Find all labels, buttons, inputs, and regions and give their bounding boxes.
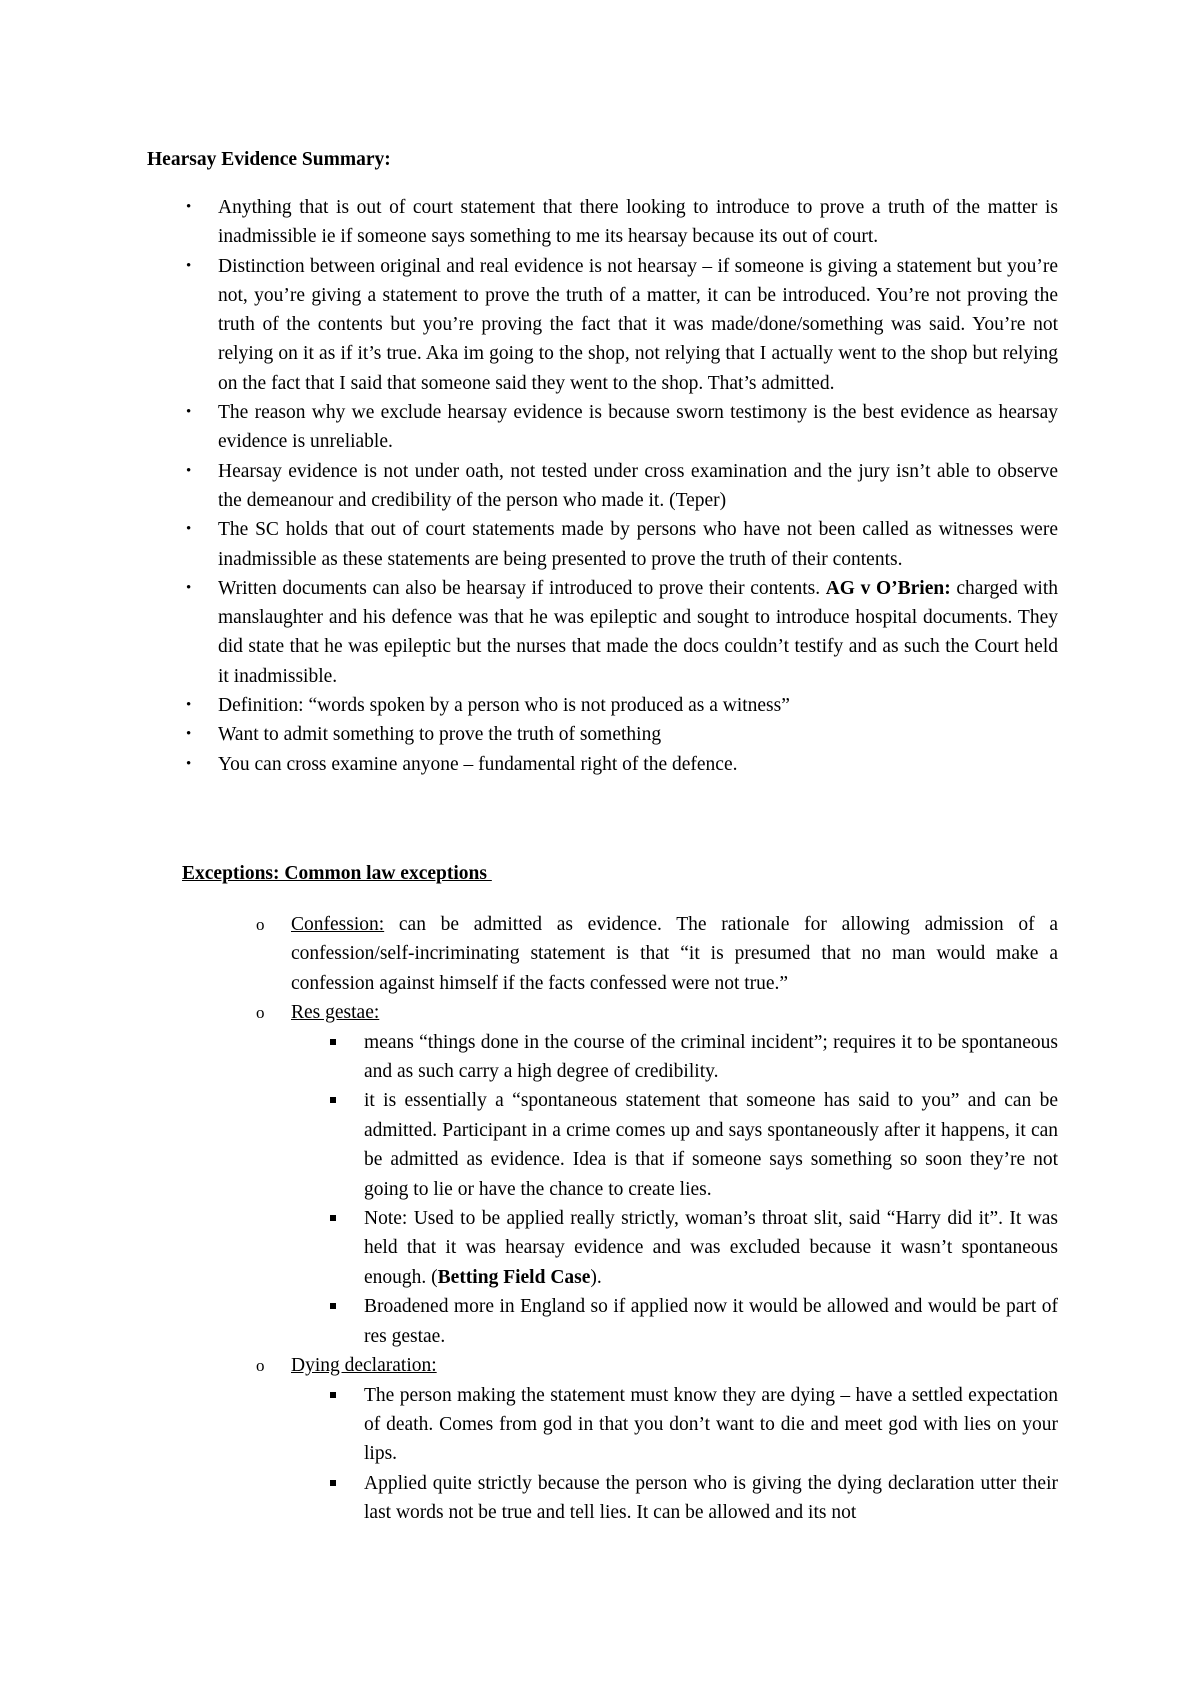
circle-marker: o <box>256 1003 265 1023</box>
bullet-marker: • <box>186 257 192 274</box>
sub-bullet-item <box>364 1292 1058 1351</box>
exception-label: Res gestae: <box>291 1002 380 1024</box>
exception-text: can be admitted as evidence. The rationale for allowing admission of a confession/self-incriminating statement is that “it is presumed that no man would make a confession against himself if the facts confessed were not true.” <box>291 914 1058 994</box>
bullet-item <box>186 398 1058 457</box>
res-gestae-sublist <box>291 1028 1058 1351</box>
square-bullet-marker <box>330 1097 336 1103</box>
sub-bullet-item <box>364 1028 1058 1087</box>
document-title: Hearsay Evidence Summary: <box>147 149 391 170</box>
dying-declaration-sublist <box>291 1381 1058 1528</box>
case-name: AG v O’Brien: <box>825 577 951 599</box>
bullet-marker: • <box>186 521 192 538</box>
bullet-marker: • <box>186 199 192 215</box>
bullet-text-pre: Written documents can also be hearsay if introduced to prove their contents. <box>218 577 826 599</box>
exception-res-gestae <box>256 998 1058 1027</box>
bullet-item <box>186 574 1058 691</box>
bullet-marker: • <box>186 462 192 479</box>
exception-label: Confession: <box>291 914 385 935</box>
exceptions-list <box>256 910 1058 1528</box>
bullet-item <box>186 457 1058 516</box>
bullet-text: You can cross examine anyone – fundamental right of the defence. <box>218 753 738 775</box>
summary-bullet-list <box>186 193 1058 779</box>
bullet-marker: • <box>186 755 192 772</box>
sub-bullet-item <box>364 1086 1058 1204</box>
exception-confession <box>256 910 1058 998</box>
sub-bullet-item <box>364 1204 1058 1292</box>
bullet-text: The reason why we exclude hearsay evidence is because sworn testimony is the best evidence as hearsay evidence is unreliable. <box>218 402 1058 453</box>
bullet-marker: • <box>186 404 192 421</box>
bullet-text: Distinction between original and real evidence is not hearsay – if someone is giving a statement but you’re not, you’re giving a statement to prove the truth of a matter, it can be introduced. You’re not proving the truth of the contents but you’re proving the fact that it was made/done/something was said. You’re not relying on it as if it’s true. Aka im going to the shop, not relying that I actually went to the shop but relying on the fact that I said that someone said they went to the shop. That’s admitted. <box>218 255 1058 394</box>
sub-bullet-text: means “things done in the course of the criminal incident”; requires it to be spontaneous and as such carry a high degree of credibility. <box>364 1031 1058 1083</box>
bullet-text: Want to admit something to prove the truth of something <box>218 724 662 746</box>
bullet-marker: • <box>186 579 192 596</box>
bullet-marker: • <box>186 726 192 743</box>
bullet-text: Hearsay evidence is not under oath, not tested under cross examination and the jury isn’t able to observe the demeanour and credibility of the person who made it. (Teper) <box>218 460 1058 511</box>
bullet-item <box>186 515 1058 574</box>
bullet-text: The SC holds that out of court statements made by persons who have not been called as witnesses were inadmissible as these statements are being presented to prove the truth of their contents. <box>218 519 1058 570</box>
sub-bullet-item <box>364 1469 1058 1528</box>
square-bullet-marker <box>330 1215 336 1221</box>
bullet-item <box>186 193 1058 252</box>
sub-bullet-text: it is essentially a “spontaneous statement that someone has said to you” and can be admitted. Participant in a crime comes up and says spontaneously after it happens, it can be admitted as evidence. Idea is that if someone says something so soon they’re not going to lie or have the chance to create lies. <box>364 1090 1058 1200</box>
circle-marker: o <box>256 915 265 934</box>
square-bullet-marker <box>330 1480 336 1486</box>
case-name: Betting Field Case <box>437 1266 591 1288</box>
exceptions-heading: Exceptions: Common law exceptions <box>182 863 492 884</box>
bullet-text: Definition: “words spoken by a person who is not produced as a witness” <box>218 695 790 717</box>
bullet-marker: • <box>186 697 192 714</box>
bullet-text-post: charged with manslaughter and his defence was that he was epileptic and sought to introduce hospital documents. They did state that he was epileptic but the nurses that made the docs couldn’t testify and as such the Court held it inadmissible. <box>218 577 1058 687</box>
square-bullet-marker <box>330 1392 336 1398</box>
sub-bullet-text-post: ). <box>590 1266 602 1288</box>
sub-bullet-text: Broadened more in England so if applied now it would be allowed and would be part of res gestae. <box>364 1296 1058 1347</box>
exception-label: Dying declaration: <box>291 1355 437 1377</box>
bullet-item <box>186 750 1058 779</box>
bullet-item <box>186 252 1058 398</box>
square-bullet-marker <box>330 1303 336 1309</box>
sub-bullet-text: Applied quite strictly because the person who is giving the dying declaration utter their last words not be true and tell lies. It can be allowed and its not <box>364 1472 1058 1524</box>
sub-bullet-text: The person making the statement must know they are dying – have a settled expectation of death. Comes from god in that you don’t want to die and meet god with lies on your lips. <box>364 1384 1058 1465</box>
square-bullet-marker <box>330 1039 336 1045</box>
bullet-item <box>186 691 1058 720</box>
circle-marker: o <box>256 1356 265 1376</box>
exception-dying-declaration <box>256 1351 1058 1380</box>
sub-bullet-text-pre: Note: Used to be applied really strictly, woman’s throat slit, said “Harry did it”. It was held that it was hearsay evidence and was excluded because it wasn’t spontaneous enough. ( <box>364 1208 1058 1288</box>
bullet-text: Anything that is out of court statement that there looking to introduce to prove a truth of the matter is inadmissible ie if someone says something to me its hearsay because its out of court. <box>218 197 1058 248</box>
bullet-item <box>186 720 1058 749</box>
sub-bullet-item <box>364 1381 1058 1469</box>
